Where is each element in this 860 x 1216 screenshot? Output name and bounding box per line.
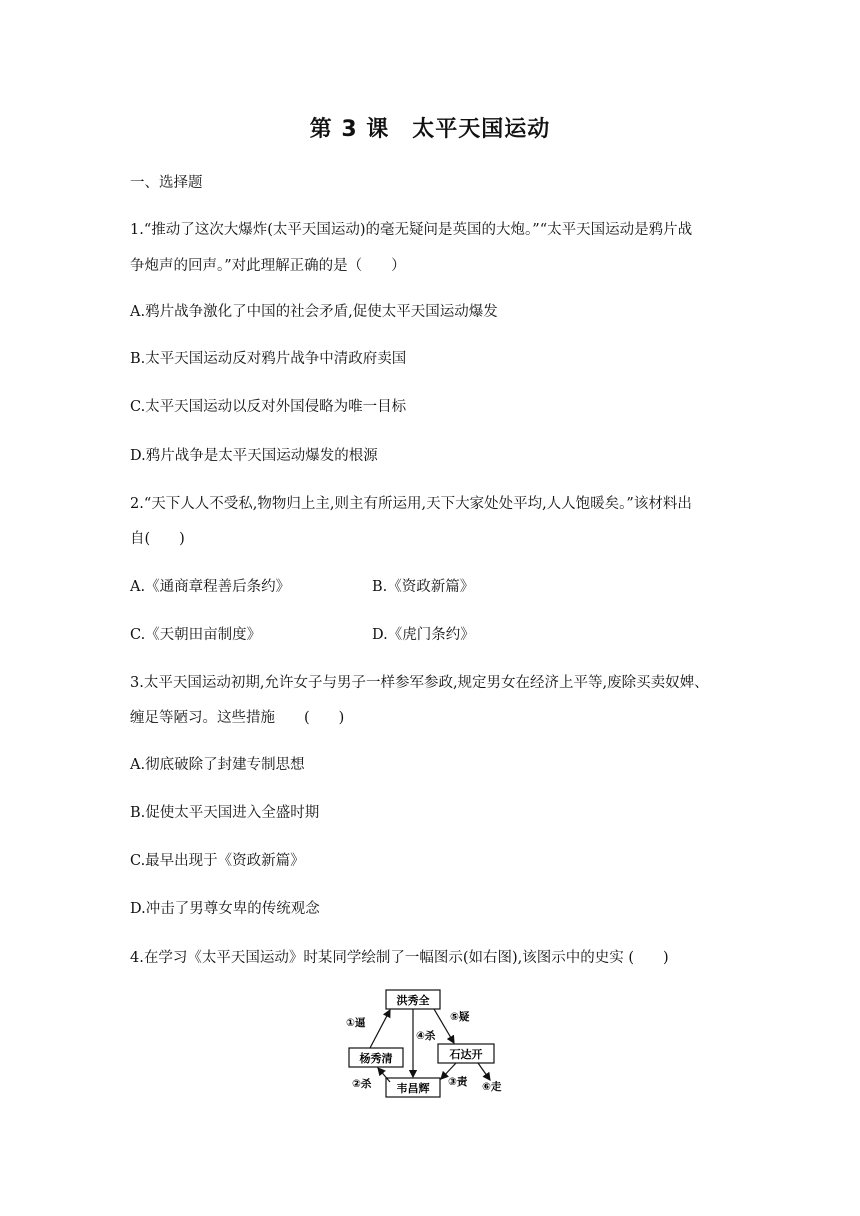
question-3-option-a: A.彻底破除了封建专制思想 [130, 757, 305, 773]
label-2-kill: ②杀 [352, 1078, 372, 1090]
question-3-option-d: D.冲击了男尊女卑的传统观念 [130, 901, 320, 917]
question-3-option-b: B.促使太平天国进入全盛时期 [130, 805, 320, 821]
question-3-option-c: C.最早出现于《资政新篇》 [130, 853, 305, 869]
section-heading: 一、选择题 [130, 175, 203, 191]
label-3-blame: ③责 [448, 1076, 468, 1088]
question-2-option-c: C.《天朝田亩制度》 [130, 627, 262, 643]
question-2-option-d: D.《虎门条约》 [372, 627, 475, 643]
page-title: 第 3 课 太平天国运动 [309, 117, 551, 142]
question-1-stem-line-1: 1.“推动了这次大爆炸(太平天国运动)的毫无疑问是英国的大炮。”“太平天国运动是鸦片战 [130, 222, 693, 238]
node-hong-xiuquan [386, 990, 440, 1009]
label-4-kill: ④杀 [416, 1030, 436, 1042]
question-4-stem-line-1: 4.在学习《太平天国运动》时某同学绘制了一幅图示(如右图),该图示中的史实 ( ) [130, 950, 669, 966]
svg-text:杨秀清: 杨秀清 [359, 1052, 393, 1065]
node-yang-xiuqing [349, 1048, 403, 1067]
node-shi-dakai [438, 1044, 494, 1063]
question-2-stem-line-1: 2.“天下人人不受私,物物归上主,则主有所运用,天下大家处处平均,人人饱暖矣。”该材料出 [130, 496, 692, 512]
question-1-stem-line-2: 争炮声的回声。”对此理解正确的是（ ） [130, 258, 406, 274]
node-wei-changhui [386, 1078, 440, 1097]
question-2-stem-line-2: 自( ) [130, 531, 185, 547]
question-2-option-a: A.《通商章程善后条约》 [130, 579, 291, 595]
arrow-wei-to-yang [378, 1068, 390, 1082]
svg-text:韦昌辉: 韦昌辉 [396, 1082, 430, 1095]
question-1-option-a: A.鸦片战争激化了中国的社会矛盾,促使太平天国运动爆发 [130, 304, 498, 320]
question-1-option-c: C.太平天国运动以反对外国侵略为唯一目标 [130, 399, 407, 415]
svg-text:洪秀全: 洪秀全 [396, 994, 430, 1007]
question-2-option-b: B.《资政新篇》 [372, 579, 475, 595]
label-6-leave: ⑥走 [482, 1081, 502, 1093]
question-3-stem-line-2: 缠足等陋习。这些措施 ( ) [130, 710, 345, 726]
arrow-shi-away [478, 1063, 490, 1080]
svg-text:石达开: 石达开 [449, 1048, 483, 1061]
arrow-yang-to-hong [370, 1010, 390, 1048]
question-1-option-b: B.太平天国运动反对鸦片战争中清政府卖国 [130, 351, 407, 367]
label-1-force: ①逼 [346, 1017, 366, 1029]
question-3-stem-line-1: 3.太平天国运动初期,允许女子与男子一样参军参政,规定男女在经济上平等,废除买卖奴婢、 [130, 675, 709, 691]
question-1-option-d: D.鸦片战争是太平天国运动爆发的根源 [130, 448, 378, 464]
label-5-suspect: ⑤疑 [450, 1011, 470, 1023]
relationship-diagram [330, 982, 530, 1102]
